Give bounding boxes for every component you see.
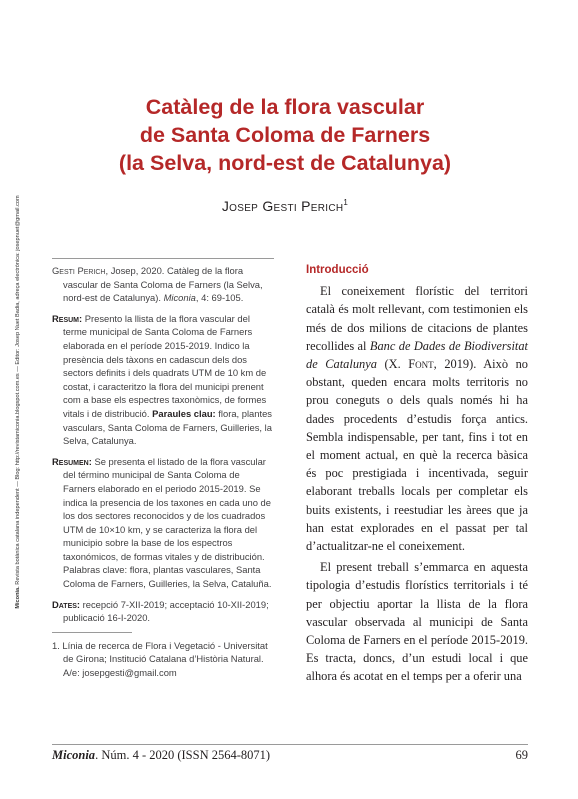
- title-line-3: (la Selva, nord-est de Catalunya): [118, 151, 452, 175]
- intro-p1-part-c: , 2019). Això no obstant, queden encara molts territoris no prou coneguts o dels quals només hi ha dades procedents d’estudis força antics. Sembla indispensable, per tant, fins i tot en el moment actual, en què la recerca bàsica és poc prestigiada i incentivada, seguir elaborant treballs locals per completar els buits existents, i reestudiar les àrees que ja han estat explorades en el passat per tal d’actualitzar-ne el coneixement.: [306, 357, 528, 554]
- author-line: [60, 198, 510, 214]
- author-footnote: 1. Línia de recerca de Flora i Vegetació - Universitat de Girona; Institució Catalana d’Història Natural. A/e: josepgesti@gmail.com: [52, 639, 268, 679]
- citation-author: Gesti Perich: [52, 265, 106, 276]
- page-number: 69: [515, 748, 528, 762]
- footer-journal: Miconia: [52, 748, 96, 762]
- intro-p1-part-a: El coneixement florístic del territori català és molt rellevant, com testimonien els més de dos milions de citacions de plantes recollides al: [306, 284, 528, 353]
- title-line-2: de Santa Coloma de Farners: [139, 123, 431, 147]
- resum-paragraph: [52, 312, 274, 448]
- intro-p1-part-b: (X.: [376, 357, 409, 372]
- author-footnote-mark: 1: [343, 198, 349, 207]
- introduction-column: [306, 261, 528, 689]
- introduction-heading: Introducció: [306, 264, 369, 276]
- keywords-label: Paraules clau:: [152, 407, 216, 419]
- page-footer: [52, 748, 528, 763]
- sidebar-journal-label: Miconia.: [15, 586, 21, 609]
- dates-text: recepció 7-XII-2019; acceptació 10-XII-2019; publicació 16-I-2020.: [63, 598, 269, 624]
- sidebar-journal-info: [11, 122, 25, 682]
- resumen-text: Se presenta el listado de la flora vascular del término municipal de Santa Coloma de Farners elaborado en el periodo 2015-2019. Se indica la presencia de los taxones en cada uno de los dos sectores reconocidos y de los cuadrados UTM de 10×10 km, y se caracteriza la flora del municipio sobre la base de los espectros taxonómicos, de formas vitales y de distribución. Palabras clave: flora, plantas vasculares, Santa Coloma de Farners, Guilleries, la Selva, Cataluña.: [63, 455, 272, 590]
- author-name: Josep Gesti Perich: [221, 198, 344, 214]
- intro-p1-cited-author: Font: [408, 357, 434, 372]
- intro-paragraph-1: [306, 282, 528, 555]
- resum-text: Presento la llista de la flora vascular del terme municipal de Santa Coloma de Farners elaborada en el període 2015-2019. Indico la presència dels tàxons en cadascun dels dos sectors definits i dels quadrats UTM de 10 km de costat, i caracteritzo la flora del municipi prenent com a base els espectres taxonòmics, de formes vitals i de distribució.: [63, 312, 267, 419]
- citation-tail: , 4: 69-105.: [195, 292, 244, 304]
- keywords-text: flora, plantes vasculars, Santa Coloma de Farners, Guilleries, la Selva, Catalunya.: [63, 407, 272, 447]
- footer-rule: [52, 744, 528, 745]
- citation-journal: Miconia: [163, 292, 196, 304]
- footnote-rule: [52, 632, 132, 633]
- intro-p1-italic: Banc de Dades de Biodiversitat de Catalunya: [306, 338, 528, 372]
- abstract-top-rule: [52, 258, 274, 259]
- footer-issue: . Núm. 4 - 2020 (ISSN 2564-8071): [95, 748, 271, 762]
- sidebar-text: Revista botànica catalana independent — Blog: http://revistamiconia.blogspot.com.es — Editor: Josep Nuet Badia, adreça electrònica: josepnuet@gmail.com: [15, 195, 21, 585]
- citation-text: , Josep, 2020. Catàleg de la flora vascular de Santa Coloma de Farners (la Selva, nord-est de Catalunya).: [63, 265, 263, 304]
- resum-label: Resum:: [52, 312, 83, 324]
- abstract-column: [52, 264, 274, 687]
- article-title: [60, 93, 510, 177]
- resumen-paragraph: [52, 455, 274, 591]
- resumen-label: Resumen:: [52, 455, 92, 467]
- intro-paragraph-2: El present treball s’emmarca en aquesta tipologia d’estudis florístics territorials i té per objectiu aportar la llista de la flora vascular observada al municipi de Santa Coloma de Farners en el període 2015-2019. Es tracta, doncs, d’un estudi local i que alhora és acotat en el temps per a oferir una: [306, 560, 528, 684]
- dates-label: Dates:: [52, 598, 81, 610]
- citation: [52, 264, 274, 305]
- title-line-1: Catàleg de la flora vascular: [145, 95, 425, 119]
- dates-paragraph: [52, 598, 274, 625]
